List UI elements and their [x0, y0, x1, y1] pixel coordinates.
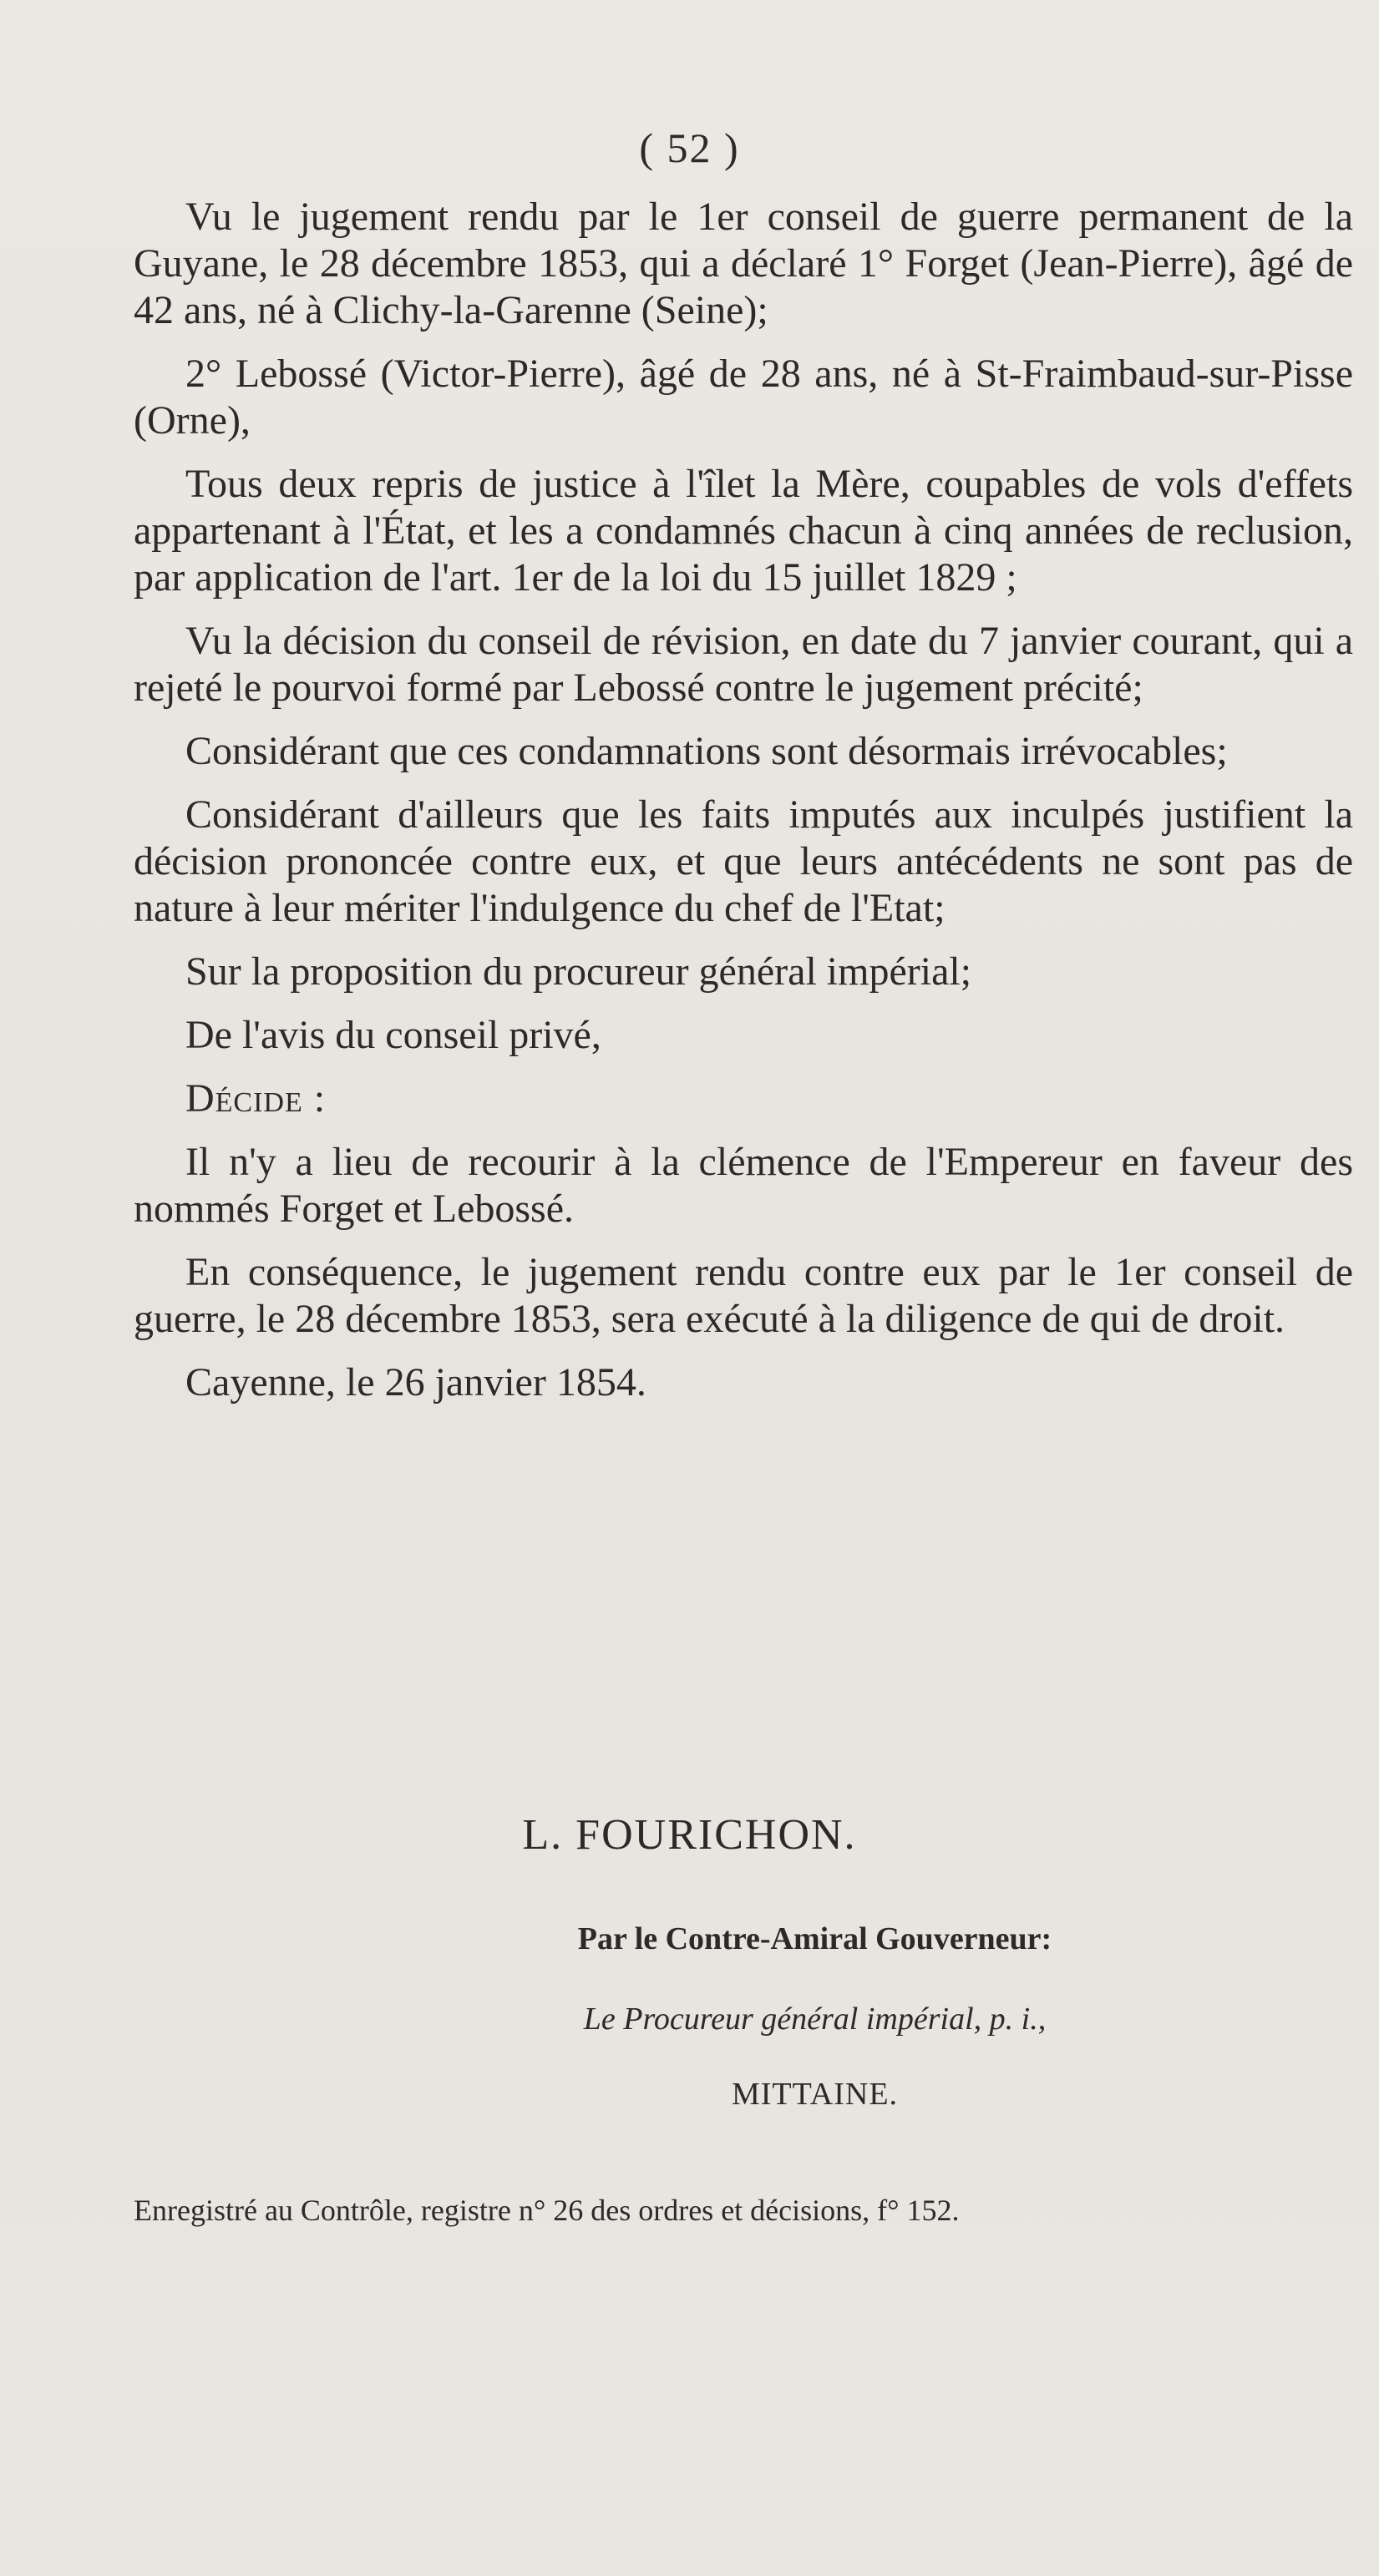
signature-procureur-name: MITTAINE. — [731, 2077, 899, 2112]
paragraph-date-place: Cayenne, le 26 janvier 1854. — [185, 1360, 646, 1404]
paragraph-offense: Tous deux repris de justice à l'îlet la Mère, coupables de vols d'effets appartenant à l'État, et les a condamnés chacun à cinq années de reclusion, par application de l'art. 1er de la loi du 15 juillet 1829 ; — [134, 462, 1353, 600]
paragraph-clemence: Il n'y a lieu de recourir à la clémence de l'Empereur en faveur des nommés Forget et Lebossé. — [134, 1140, 1353, 1231]
decision-text — [134, 194, 1353, 1423]
paragraph-decide: Décide : — [185, 1076, 327, 1121]
paragraph-proposition: Sur la proposition du procureur général impérial; — [185, 949, 972, 994]
registration-footer: Enregistré au Contrôle, registre n° 26 des ordres et décisions, f° 152. — [134, 2194, 960, 2227]
paragraph-antecedents: Considérant d'ailleurs que les faits imputés aux inculpés justifient la décision prononcée contre eux, et que leurs antécédents ne sont pas de nature à leur mériter l'indulgence du chef de l'Etat; — [134, 792, 1353, 930]
page-number: ( 52 ) — [639, 124, 740, 171]
signature-name: L. FOURICHON. — [522, 1811, 857, 1859]
paragraph-irrevocable: Considérant que ces condamnations sont désormais irrévocables; — [185, 729, 1228, 773]
paragraph-lebosse: 2° Lebossé (Victor-Pierre), âgé de 28 ans, né à St-Fraimbaud-sur-Pisse (Orne), — [134, 352, 1353, 443]
paragraph-revision: Vu la décision du conseil de révision, en date du 7 janvier courant, qui a rejeté le pourvoi formé par Lebossé contre le jugement précité; — [134, 619, 1353, 710]
paragraph-judgment: Vu le jugement rendu par le 1er conseil de guerre permanent de la Guyane, le 28 décembre 1853, qui a déclaré 1° Forget (Jean-Pierre), âgé de 42 ans, né à Clichy-la-Garenne (Seine); — [134, 195, 1353, 332]
paragraph-consequence: En conséquence, le jugement rendu contre eux par le 1er conseil de guerre, le 28 décembre 1853, sera exécuté à la diligence de qui de droit. — [134, 1250, 1353, 1341]
signature-countersign-title: Par le Contre-Amiral Gouverneur: — [577, 1921, 1052, 1956]
paragraph-avis: De l'avis du conseil privé, — [185, 1013, 601, 1057]
signature-procureur-title: Le Procureur général impérial, p. i., — [583, 2002, 1047, 2037]
